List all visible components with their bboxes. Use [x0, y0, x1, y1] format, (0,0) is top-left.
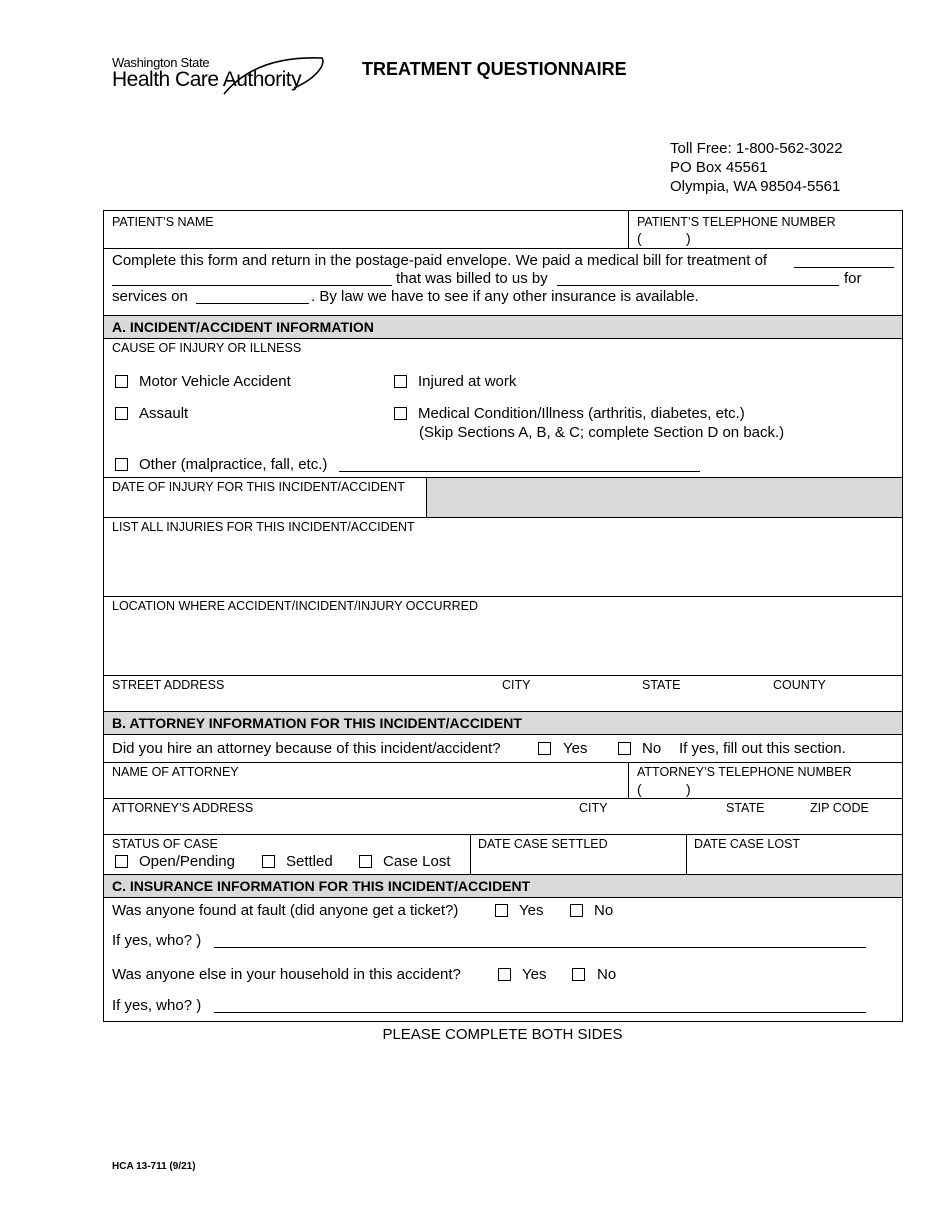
attorney-zip-label: ZIP CODE — [810, 801, 869, 815]
date-of-injury-field[interactable] — [108, 495, 423, 515]
injuries-field[interactable] — [108, 535, 898, 593]
other-blank[interactable] — [339, 471, 700, 472]
section-c-heading: C. INSURANCE INFORMATION FOR THIS INCIDENT/ACCIDENT — [112, 878, 531, 894]
fault-who-label: If yes, who? ) — [112, 932, 202, 949]
injured-at-work-label: Injured at work — [418, 373, 517, 390]
patient-name-label: PATIENT’S NAME — [112, 215, 214, 229]
attorney-no-checkbox[interactable] — [618, 742, 631, 755]
assault-label: Assault — [139, 405, 189, 422]
state-label: STATE — [642, 678, 681, 692]
household-no-checkbox[interactable] — [572, 968, 585, 981]
status-settled-label: Settled — [286, 853, 333, 870]
logo-state-text: Washington State — [112, 55, 210, 70]
location-label: LOCATION WHERE ACCIDENT/INCIDENT/INJURY OCCURRED — [112, 599, 479, 613]
attorney-question: Did you hire an attorney because of this incident/accident? — [112, 740, 501, 757]
date-settled-label: DATE CASE SETTLED — [478, 837, 608, 851]
patient-phone-area-close: ) — [686, 230, 691, 246]
intro-line-1: Complete this form and return in the postage-paid envelope. We paid a medical bill for treatment of — [112, 252, 768, 269]
fault-no-label: No — [594, 902, 614, 919]
fault-no-checkbox[interactable] — [570, 904, 583, 917]
treatment-of-blank[interactable] — [794, 267, 894, 268]
treatment-of-blank-cont[interactable] — [112, 285, 392, 286]
attorney-yes-label: Yes — [563, 740, 588, 757]
household-yes-label: Yes — [522, 966, 547, 983]
status-settled-checkbox[interactable] — [262, 855, 275, 868]
attorney-yes-checkbox[interactable] — [538, 742, 551, 755]
street-address-label: STREET ADDRESS — [112, 678, 225, 692]
section-b-heading: B. ATTORNEY INFORMATION FOR THIS INCIDENT/ACCIDENT — [112, 715, 522, 731]
status-lost-checkbox[interactable] — [359, 855, 372, 868]
attorney-note: If yes, fill out this section. — [679, 740, 846, 757]
other-label: Other (malpractice, fall, etc.) — [139, 456, 328, 473]
location-field[interactable] — [108, 614, 898, 672]
intro-line-2a: that was billed to us by — [396, 270, 548, 287]
intro-line-3a: services on — [112, 288, 188, 305]
attorney-phone-field[interactable] — [634, 779, 899, 797]
assault-checkbox[interactable] — [115, 407, 128, 420]
medical-condition-label: Medical Condition/Illness (arthritis, diabetes, etc.) — [418, 405, 745, 422]
motor-vehicle-checkbox[interactable] — [115, 375, 128, 388]
page-title: TREATMENT QUESTIONNAIRE — [362, 59, 627, 79]
date-of-injury-label: DATE OF INJURY FOR THIS INCIDENT/ACCIDENT — [112, 480, 405, 494]
fault-who-blank[interactable] — [214, 947, 866, 948]
injuries-label: LIST ALL INJURIES FOR THIS INCIDENT/ACCIDENT — [112, 520, 415, 534]
logo-agency-text: Health Care Authority — [112, 68, 302, 91]
fault-yes-label: Yes — [519, 902, 544, 919]
injured-at-work-checkbox[interactable] — [394, 375, 407, 388]
medical-condition-checkbox[interactable] — [394, 407, 407, 420]
attorney-name-field[interactable] — [108, 779, 623, 797]
intro-line-2b: for — [844, 270, 862, 287]
complete-both-sides-notice: PLEASE COMPLETE BOTH SIDES — [382, 1026, 623, 1043]
date-settled-field[interactable] — [474, 852, 684, 872]
attorney-address-label: ATTORNEY’S ADDRESS — [112, 801, 254, 815]
attorney-phone-area-open: ( — [637, 781, 642, 797]
status-lost-label: Case Lost — [383, 853, 451, 870]
attorney-city-label: CITY — [579, 801, 608, 815]
status-open-checkbox[interactable] — [115, 855, 128, 868]
patient-name-field[interactable] — [108, 229, 623, 247]
intro-line-3b: . By law we have to see if any other insurance is available. — [311, 288, 699, 305]
household-no-label: No — [597, 966, 617, 983]
attorney-phone-label: ATTORNEY’S TELEPHONE NUMBER — [637, 765, 852, 779]
household-question: Was anyone else in your household in this accident? — [112, 966, 461, 983]
patient-phone-label: PATIENT’S TELEPHONE NUMBER — [637, 215, 836, 229]
household-who-blank[interactable] — [214, 1012, 866, 1013]
section-a-heading: A. INCIDENT/ACCIDENT INFORMATION — [112, 319, 374, 335]
toll-free-number: Toll Free: 1-800-562-3022 — [670, 140, 843, 157]
household-who-label: If yes, who? ) — [112, 997, 202, 1014]
cause-label: CAUSE OF INJURY OR ILLNESS — [112, 341, 302, 355]
county-label: COUNTY — [773, 678, 826, 692]
form-number: HCA 13-711 (9/21) — [112, 1161, 196, 1172]
city-label: CITY — [502, 678, 531, 692]
fault-yes-checkbox[interactable] — [495, 904, 508, 917]
date-lost-label: DATE CASE LOST — [694, 837, 801, 851]
medical-condition-note: (Skip Sections A, B, & C; complete Section D on back.) — [419, 424, 785, 441]
status-of-case-label: STATUS OF CASE — [112, 837, 218, 851]
attorney-phone-area-close: ) — [686, 781, 691, 797]
motor-vehicle-label: Motor Vehicle Accident — [139, 373, 291, 390]
patient-phone-area-open: ( — [637, 230, 642, 246]
attorney-state-label: STATE — [726, 801, 765, 815]
fault-question: Was anyone found at fault (did anyone get a ticket?) — [112, 902, 459, 919]
billed-by-blank[interactable] — [557, 285, 839, 286]
logo-swoosh-icon — [222, 52, 326, 96]
treatment-form — [103, 210, 903, 1022]
other-checkbox[interactable] — [115, 458, 128, 471]
date-lost-field[interactable] — [690, 852, 898, 872]
attorney-name-label: NAME OF ATTORNEY — [112, 765, 239, 779]
services-on-blank[interactable] — [196, 303, 309, 304]
attorney-no-label: No — [642, 740, 662, 757]
patient-phone-field[interactable] — [634, 229, 899, 247]
status-open-label: Open/Pending — [139, 853, 235, 870]
po-box: PO Box 45561 — [670, 159, 768, 176]
city-address: Olympia, WA 98504-5561 — [670, 178, 841, 195]
household-yes-checkbox[interactable] — [498, 968, 511, 981]
attorney-address-field[interactable] — [108, 815, 898, 833]
address-field[interactable] — [108, 692, 898, 710]
